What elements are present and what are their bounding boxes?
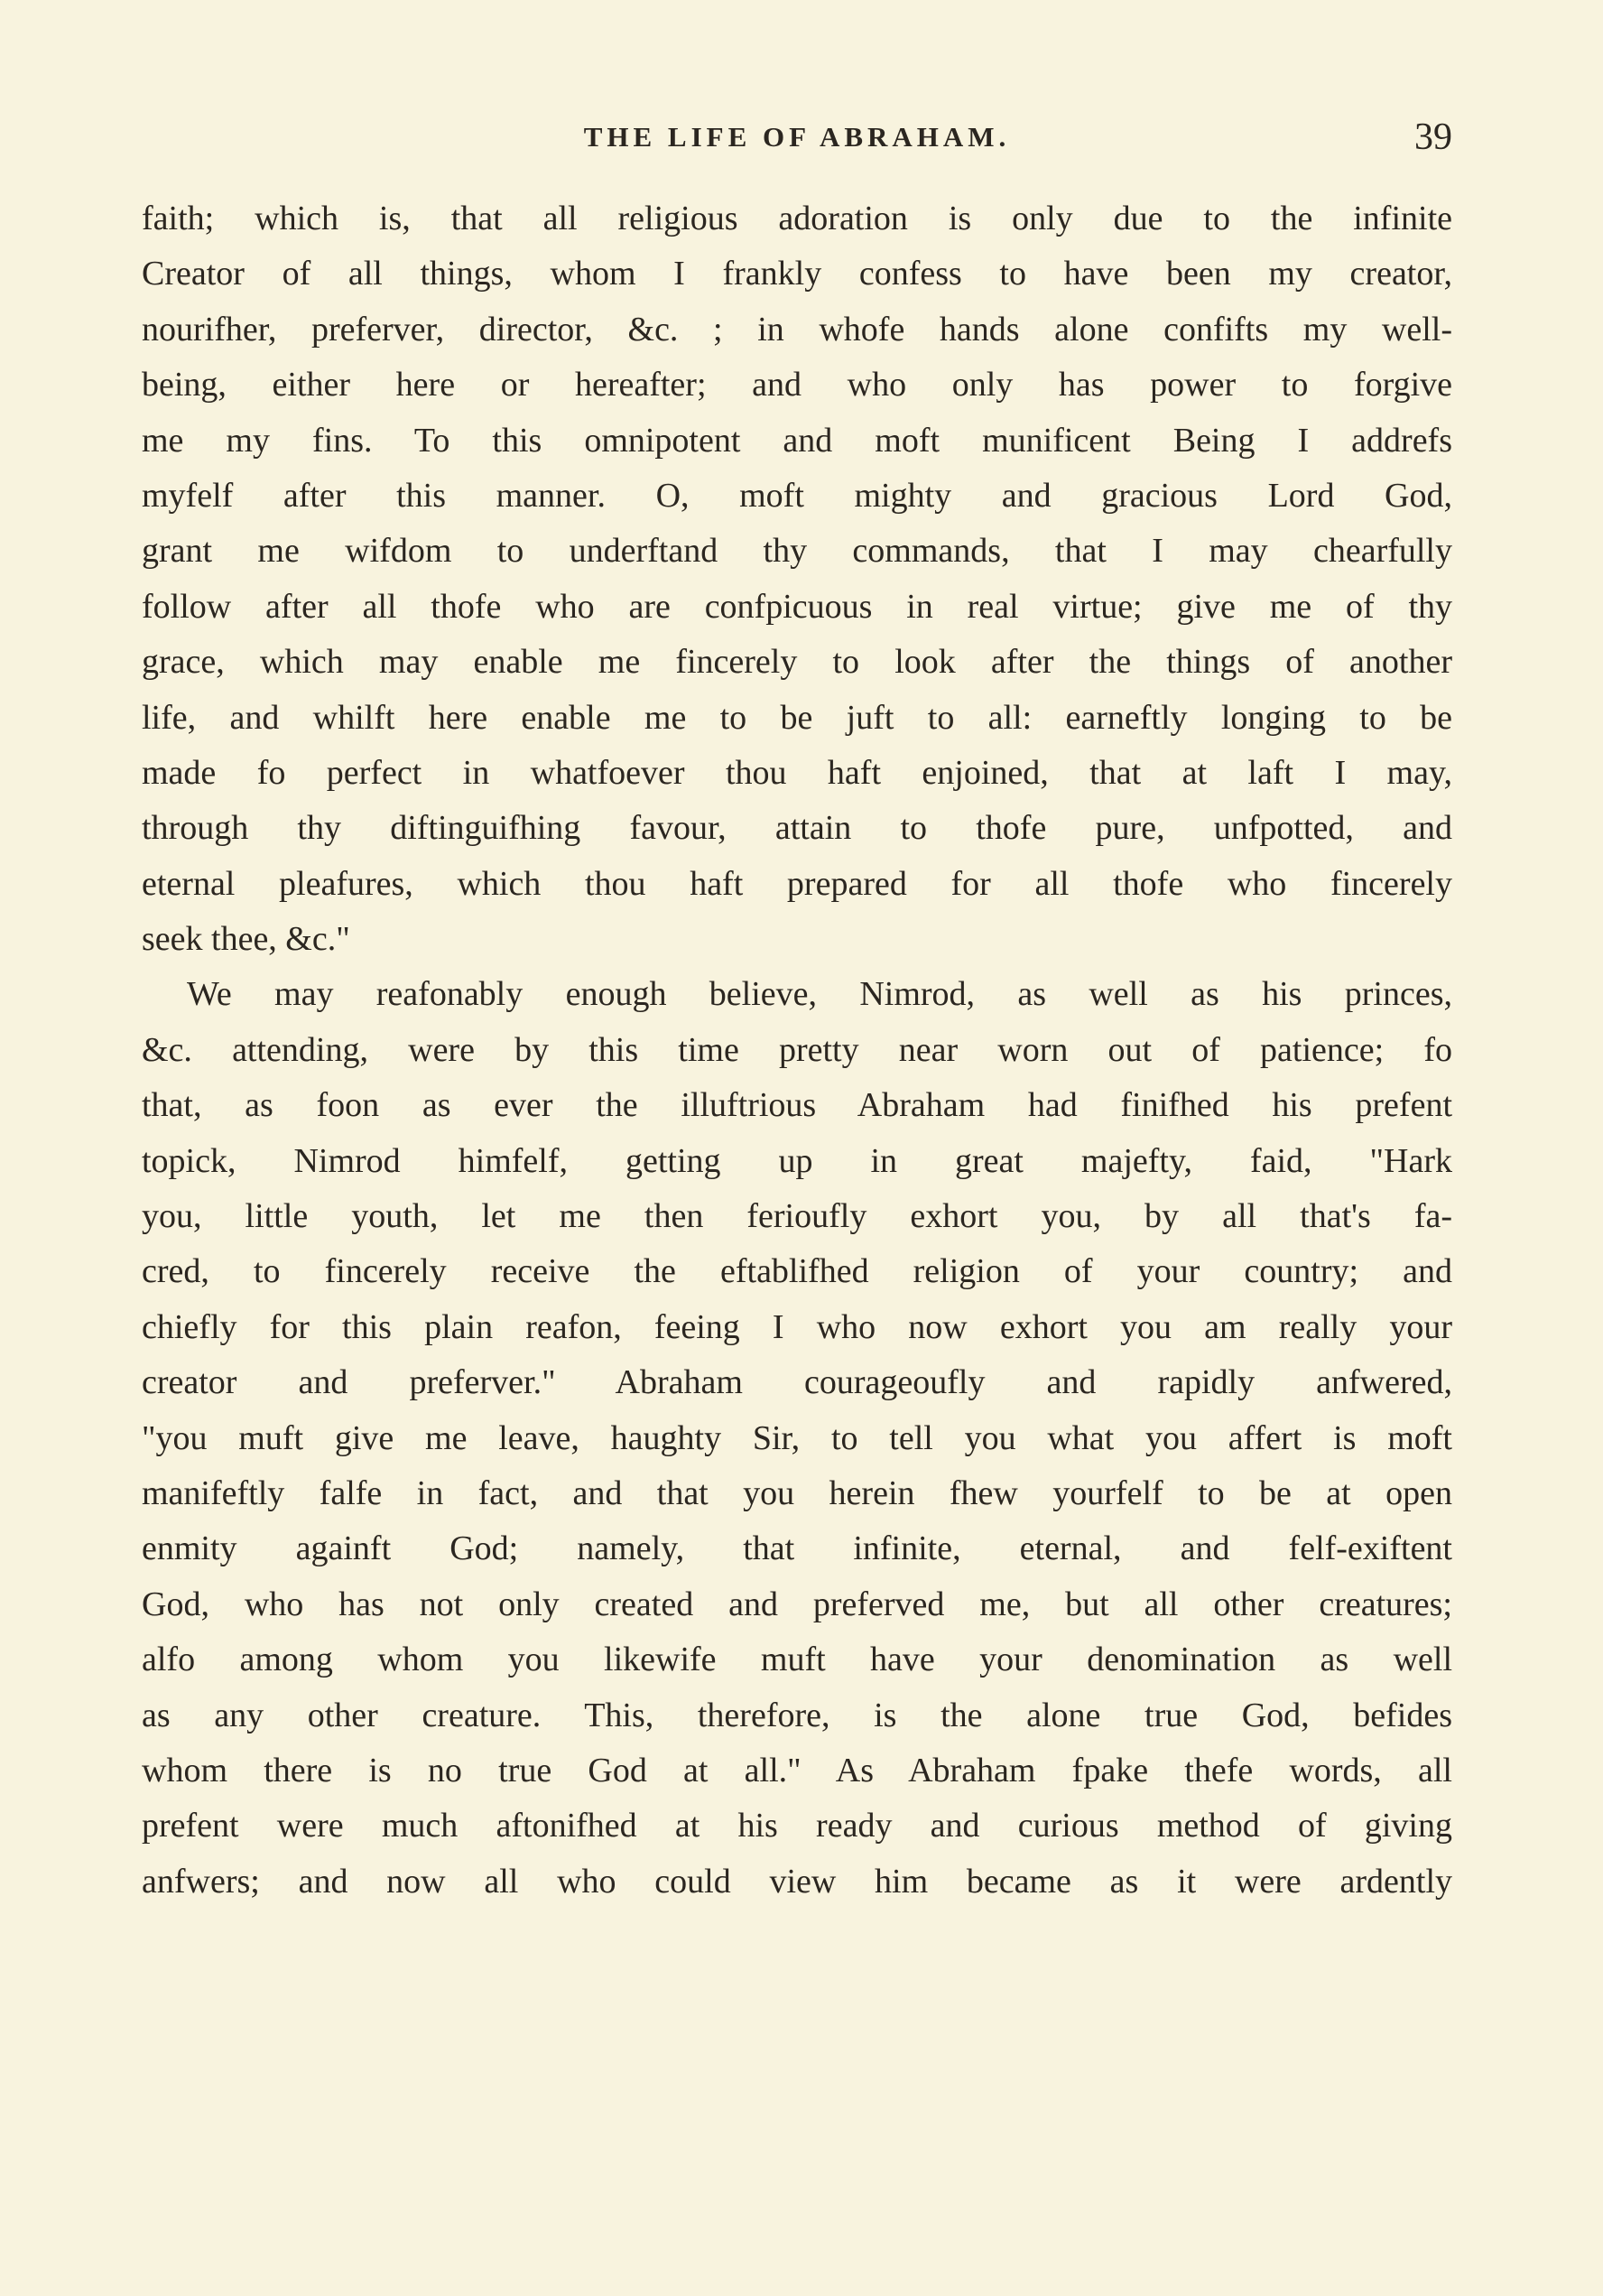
running-title: THE LIFE OF ABRAHAM. [583, 121, 1011, 153]
text-line: "you muft give me leave, haughty Sir, to tell you what you affert is moft [142, 1418, 1452, 1457]
text-line: being, either here or hereafter; and who only has power to forgive [142, 366, 1452, 404]
text-line: follow after all thofe who are confpicuous in real virtue; give me of thy [142, 587, 1452, 626]
text-line: grant me wifdom to underftand thy commands, that I may chearfully [142, 532, 1452, 571]
running-header [142, 116, 1452, 161]
text-line: We may reafonably enough believe, Nimrod, as well as his princes, [187, 975, 1452, 1014]
text-line: creator and preferver." Abraham courageoufly and rapidly anfwered, [142, 1363, 1452, 1402]
body-text [142, 191, 1452, 1910]
text-line: Creator of all things, whom I frankly confess to have been my creator, [142, 255, 1452, 293]
text-line: prefent were much aftonifhed at his ready and curious method of giving [142, 1807, 1452, 1845]
text-line: alfo among whom you likewife muft have your denomination as well [142, 1641, 1452, 1679]
text-line: whom there is no true God at all." As Abraham fpake thefe words, all [142, 1751, 1452, 1789]
text-line: myfelf after this manner. O, moft mighty and gracious Lord God, [142, 476, 1452, 515]
text-line: as any other creature. This, therefore, is the alone true God, befides [142, 1696, 1452, 1734]
page-number: 39 [1414, 116, 1452, 158]
text-line: you, little youth, let me then ferioufly exhort you, by all that's fa- [142, 1197, 1452, 1236]
text-line: seek thee, &c." [142, 920, 350, 959]
text-line: nourifher, preferver, director, &c. ; in whofe hands alone confifts my well- [142, 310, 1452, 349]
text-line: me my fins. To this omnipotent and moft munificent Being I addrefs [142, 421, 1452, 460]
text-line: enmity againft God; namely, that infinite, eternal, and felf-exiftent [142, 1529, 1452, 1568]
text-line: faith; which is, that all religious adoration is only due to the infinite [142, 200, 1452, 237]
text-line: made fo perfect in whatfoever thou haft enjoined, that at laft I may, [142, 753, 1452, 792]
text-line: that, as foon as ever the illuftrious Abraham had finifhed his prefent [142, 1086, 1452, 1125]
text-line: manifeftly falfe in fact, and that you herein fhew yourfelf to be at open [142, 1473, 1452, 1512]
text-line: grace, which may enable me fincerely to look after the things of another [142, 643, 1452, 682]
text-line: &c. attending, were by this time pretty near worn out of patience; fo [142, 1030, 1452, 1069]
text-line: anfwers; and now all who could view him became as it were ardently [142, 1862, 1452, 1901]
text-line: through thy diftinguifhing favour, attain to thofe pure, unfpotted, and [142, 809, 1452, 848]
text-line: cred, to fincerely receive the eftablifhed religion of your country; and [142, 1252, 1452, 1291]
text-line: topick, Nimrod himfelf, getting up in great majefty, faid, "Hark [142, 1141, 1452, 1180]
text-line: chiefly for this plain reafon, feeing I who now exhort you am really your [142, 1307, 1452, 1346]
text-line: eternal pleafures, which thou haft prepared for all thofe who fincerely [142, 864, 1452, 903]
text-line: life, and whilft here enable me to be juft to all: earneftly longing to be [142, 698, 1452, 737]
text-line: God, who has not only created and preferved me, but all other creatures; [142, 1585, 1452, 1623]
